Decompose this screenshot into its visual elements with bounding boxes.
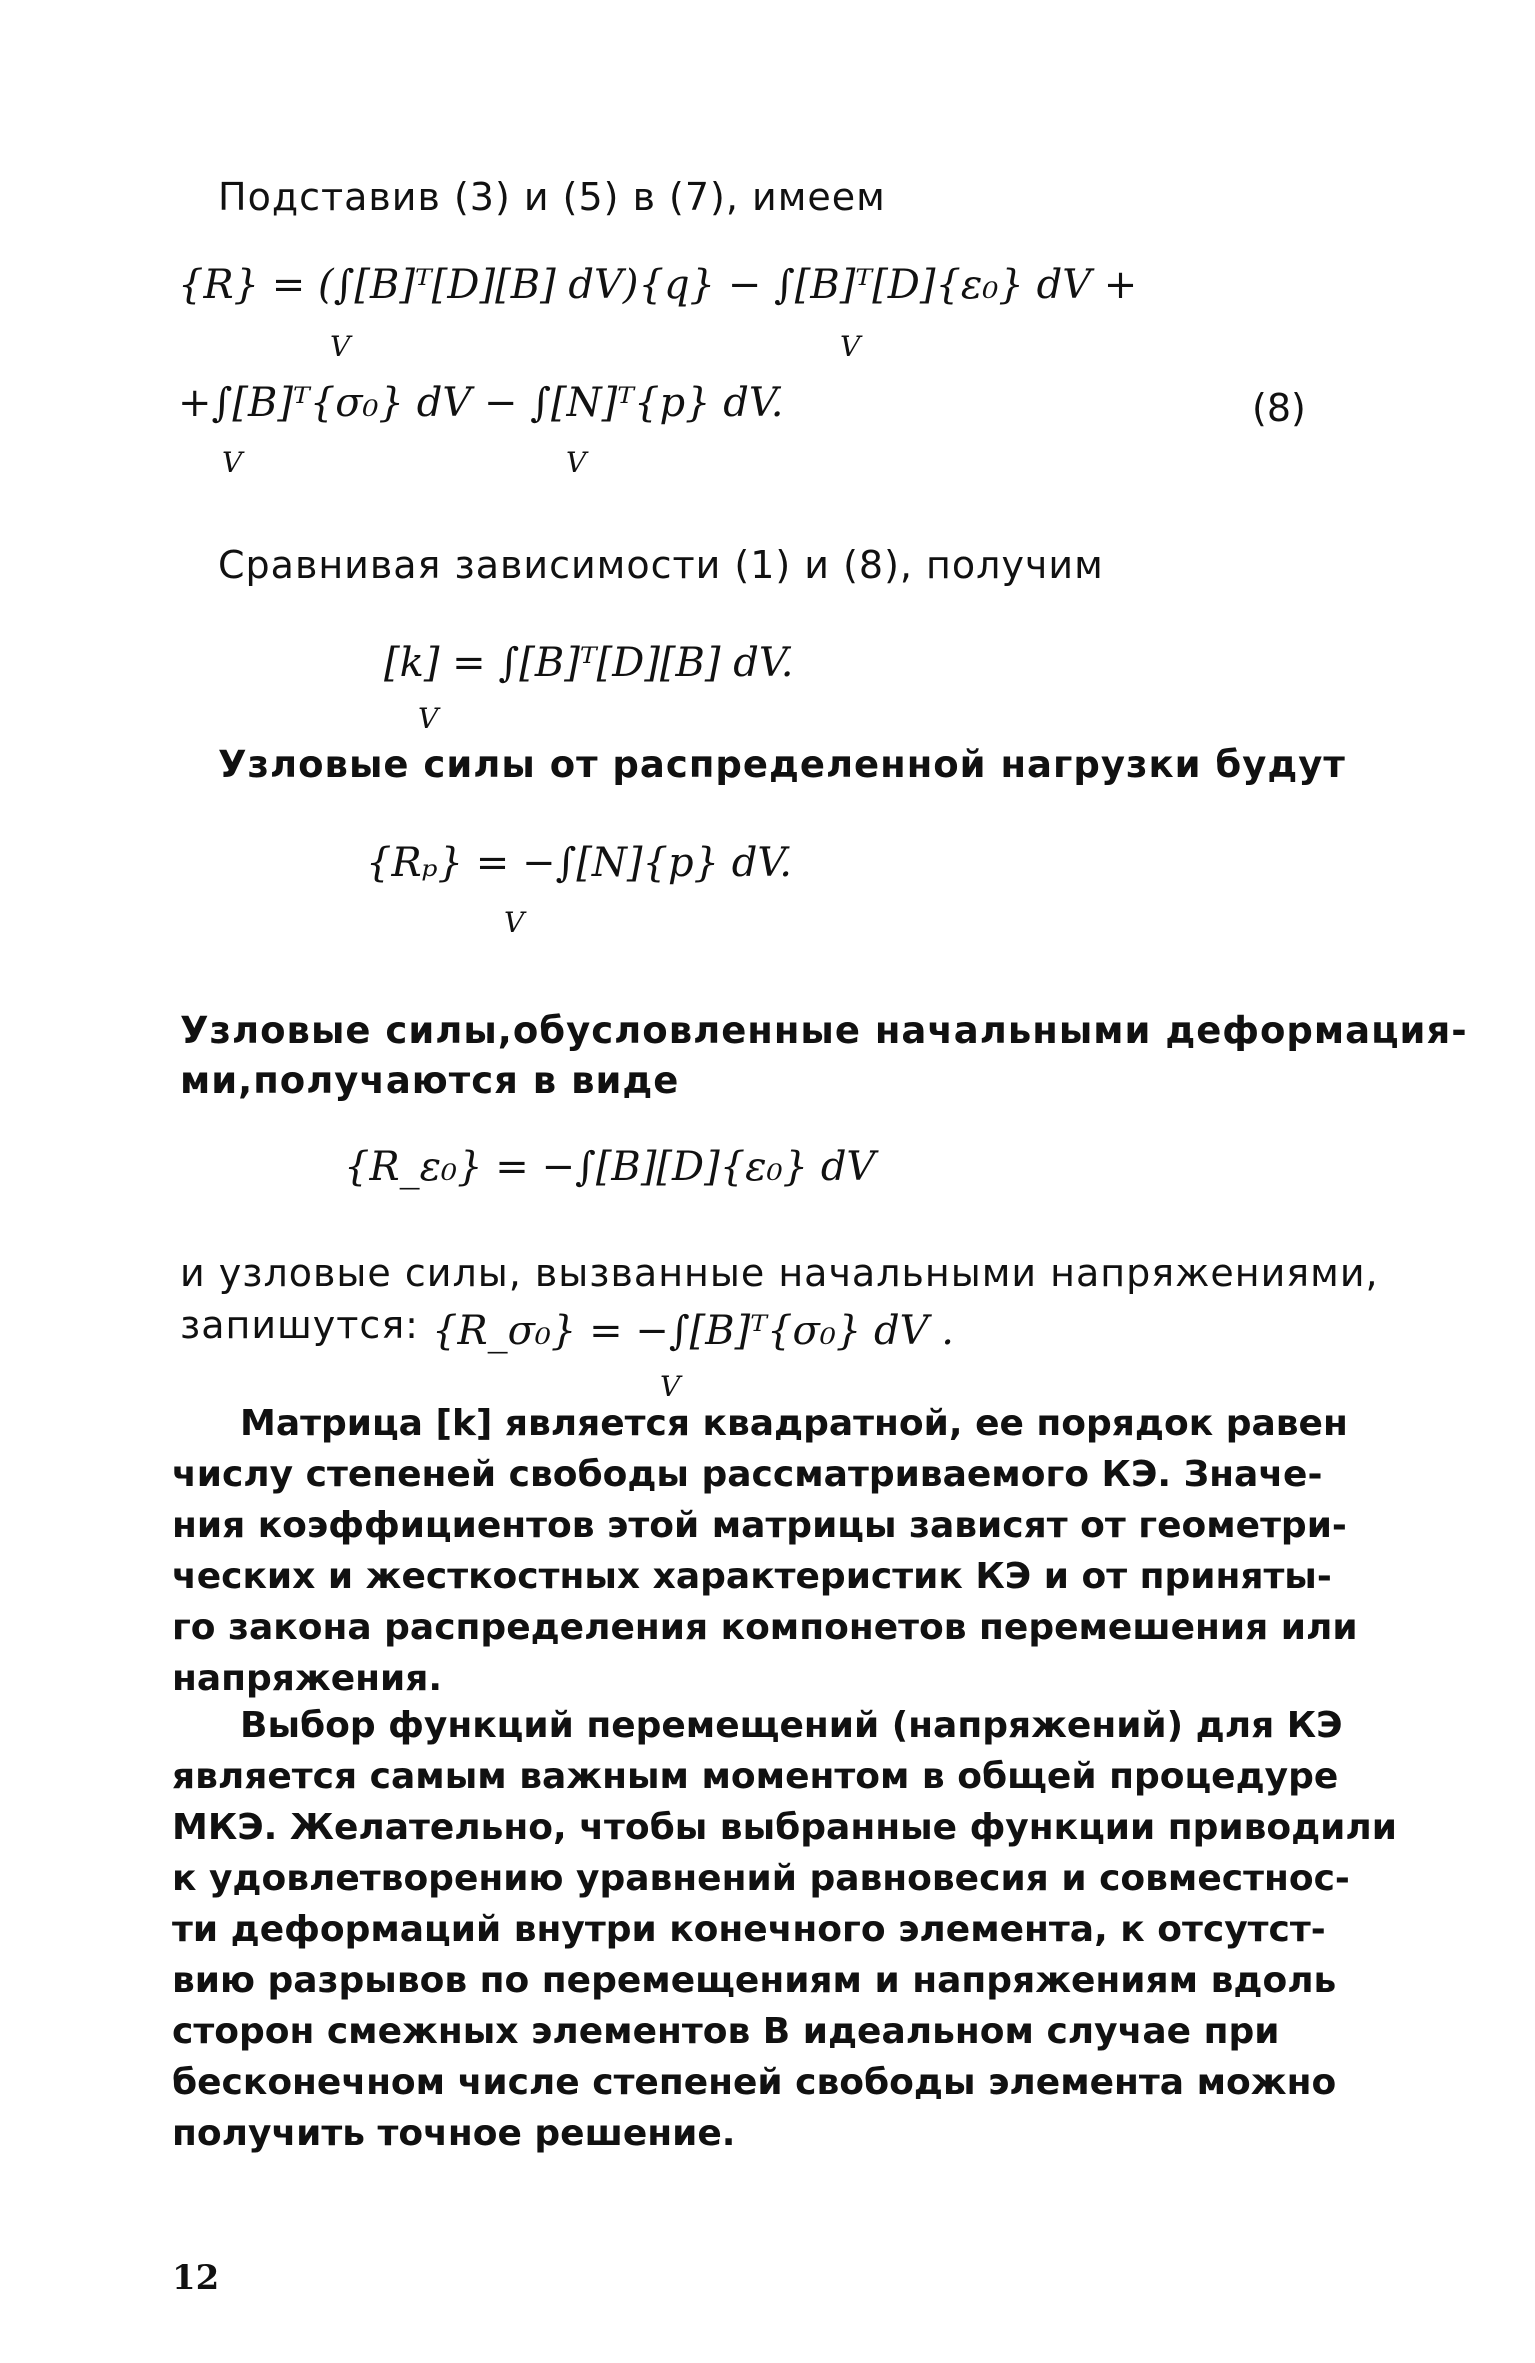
paragraph-line: ческих и жесткостных характеристик КЭ и от приняты- (172, 1556, 1332, 1597)
paragraph-displacement-functions (172, 1700, 1398, 2159)
intro-text-initial-strain-2: ми,получаются в виде (180, 1059, 680, 1102)
paragraph-line: числу степеней свободы рассматриваемого КЭ. Значе- (172, 1454, 1323, 1495)
paragraph-line: является самым важным моментом в общей процедуре (172, 1756, 1339, 1797)
integral-limit: V (660, 1370, 681, 1403)
paragraph-line: ния коэффициентов этой матрицы зависят от геометри- (172, 1505, 1347, 1546)
paragraph-line: получить точное решение. (172, 2113, 736, 2154)
paragraph-line: к удовлетворению уравнений равновесия и совместнос- (172, 1858, 1350, 1899)
paragraph-line: Выбор функций перемещений (напряжений) для КЭ (240, 1705, 1343, 1746)
equation-8-line-2: +∫[B]ᵀ{σ₀} dV − ∫[N]ᵀ{p} dV. (178, 380, 784, 426)
integral-limit: V (566, 446, 587, 479)
intro-text-comparison: Сравнивая зависимости (1) и (8), получим (218, 543, 1104, 587)
intro-text-initial-stress-1: и узловые силы, вызванные начальными напряжениями, (180, 1251, 1379, 1295)
paragraph-line: Матрица [k] является квадратной, ее порядок равен (240, 1403, 1348, 1444)
intro-text-substitution: Подставив (3) и (5) в (7), имеем (218, 175, 886, 219)
equation-8-line-1: {R} = (∫[B]ᵀ[D][B] dV){q} − ∫[B]ᵀ[D]{ε₀} dV + (178, 262, 1138, 308)
distributed-load-formula: {Rₚ} = −∫[N]{p} dV. (366, 840, 792, 886)
paragraph-line: сторон смежных элементов В идеальном случае при (172, 2011, 1280, 2052)
stiffness-matrix-formula: [k] = ∫[B]ᵀ[D][B] dV. (384, 640, 794, 686)
paragraph-matrix-k (172, 1398, 1362, 1704)
page-number: 12 (172, 2258, 220, 2298)
integral-limit: V (330, 330, 351, 363)
initial-strain-formula: {R_ε₀} = −∫[B][D]{ε₀} dV (344, 1144, 876, 1190)
integral-limit: V (840, 330, 861, 363)
paragraph-line: го закона распределения компонетов перемешения или (172, 1607, 1358, 1648)
paragraph-line: МКЭ. Желательно, чтобы выбранные функции приводили (172, 1807, 1398, 1848)
paragraph-line: ти деформаций внутри конечного элемента, к отсутст- (172, 1909, 1326, 1950)
integral-limit: V (504, 906, 525, 939)
intro-text-initial-strain-1: Узловые силы,обусловленные начальными деформация- (180, 1009, 1468, 1052)
integral-limit: V (418, 702, 439, 735)
intro-text-distributed-load: Узловые силы от распределенной нагрузки будут (218, 743, 1346, 786)
paragraph-line: бесконечном числе степеней свободы элемента можно (172, 2062, 1337, 2103)
intro-text-initial-stress-2: запишутся: (180, 1303, 419, 1347)
paragraph-line: вию разрывов по перемещениям и напряжениям вдоль (172, 1960, 1337, 2001)
equation-number: (8) (1252, 386, 1306, 430)
integral-limit: V (222, 446, 243, 479)
initial-stress-formula: {R_σ₀} = −∫[B]ᵀ{σ₀} dV . (432, 1308, 954, 1354)
paragraph-line: напряжения. (172, 1658, 443, 1699)
